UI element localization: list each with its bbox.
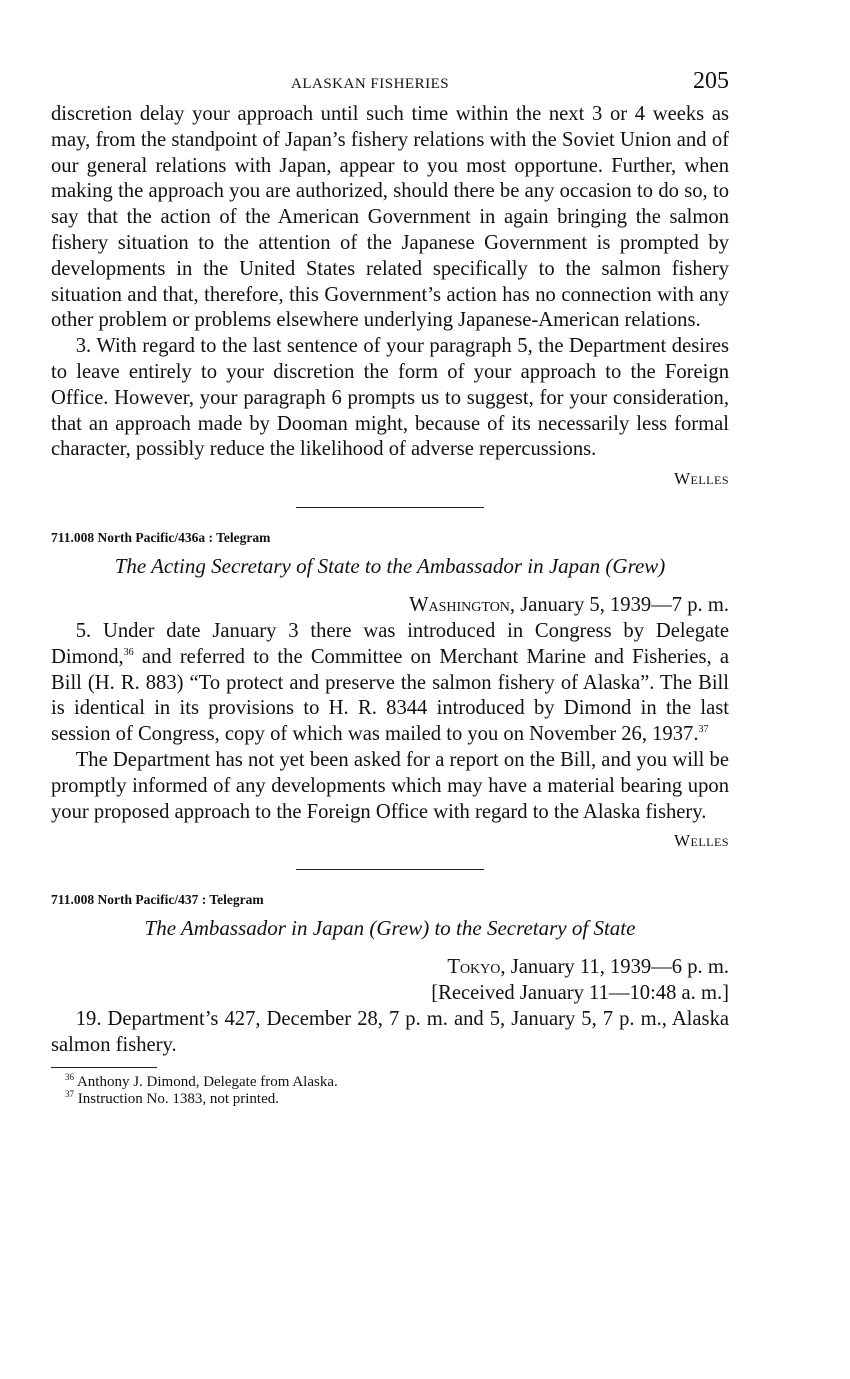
received-line: [Received January 11—10:48 a. m.] [431, 982, 729, 1005]
footnote-mark: 37 [65, 1089, 74, 1100]
section-divider [296, 869, 484, 870]
paragraph-continued: discretion delay your approach until such time within the next 3 or 4 weeks as may, from the standpoint of Japan’s fishery relations with the Soviet Union and of our general relations with Japan, appear to you most opportune. Further, when making the approach you are authorized, should there be any occasion to do so, to say that the action of the American Government in again bringing the salmon fishery situation to the attention of the Japanese Government is prompted by developments in the United States related specifically to the salmon fishery situation and that, therefore, this Government’s action has no connection with any other problem or problems elsewhere underlying Japanese-American relations. [51, 103, 729, 332]
section-divider [296, 507, 484, 508]
dateline-date: , January 5, 1939—7 p. m. [509, 594, 729, 617]
footnote-37 [65, 1091, 729, 1108]
signature-welles-2: Welles [673, 831, 729, 851]
paragraph-19: 19. Department’s 427, December 28, 7 p. m. and 5, January 5, 7 p. m., Alaska salmon fishery. [51, 1007, 729, 1056]
running-header [51, 62, 729, 102]
paragraph-5 [51, 619, 729, 748]
paragraph-3: 3. With regard to the last sentence of your paragraph 5, the Department desires to leave entirely to your discretion the form of your approach to the Foreign Office. However, your paragraph 6 prompts us to suggest, for your consideration, that an approach made by Dooman might, because of its necessarily less formal character, possibly reduce the likelihood of adverse repercussions. [51, 335, 729, 461]
footnote-rule [51, 1067, 157, 1069]
dateline-date: , January 11, 1939—6 p. m. [500, 956, 729, 979]
dateline-washington [51, 593, 729, 619]
footnote-36 [65, 1074, 729, 1091]
dateline-place: Tokyo [447, 956, 501, 979]
footnote-ref-36: 36 [123, 646, 134, 658]
paragraph-department-report: The Department has not yet been asked for a report on the Bill, and you will be promptly informed of any developments which may have a material bearing upon your proposed approach to the Foreign Office with regard to the Alaska fishery. [51, 748, 729, 823]
footnote-ref-37: 37 [698, 724, 709, 736]
dateline-tokyo [51, 955, 729, 981]
paragraph-5-part-a: 5. Under date January 3 there was introduced in Congress by Delegate Dimond, [51, 619, 729, 668]
footnote-text: Anthony J. Dimond, Delegate from Alaska. [76, 1074, 338, 1091]
footnote-text: Instruction No. 1383, not printed. [77, 1091, 279, 1108]
paragraph-5-part-b: and referred to the Committee on Merchant Marine and Fisheries, a Bill (H. R. 883) “To protect and preserve the salmon fishery of Alaska”. The Bill is identical in its provisions to H. R. 8344 introduced by Dimond in the last session of Congress, copy of which was mailed to you on November 26, 1937. [51, 645, 729, 746]
footnote-mark: 36 [65, 1072, 74, 1083]
file-reference-436a: 711.008 North Pacific/436a : Telegram [51, 530, 271, 546]
signature-welles-1: Welles [673, 469, 729, 489]
document-heading-ambassador: The Ambassador in Japan (Grew) to the Secretary of State [144, 916, 636, 941]
document-page [51, 62, 729, 1108]
dateline-place: Washington [409, 594, 510, 617]
file-reference-437: 711.008 North Pacific/437 : Telegram [51, 892, 264, 908]
document-heading-acting-secretary: The Acting Secretary of State to the Ambassador in Japan (Grew) [114, 554, 666, 579]
page-number: 205 [693, 68, 729, 94]
running-title: ALASKAN FISHERIES [291, 76, 450, 92]
